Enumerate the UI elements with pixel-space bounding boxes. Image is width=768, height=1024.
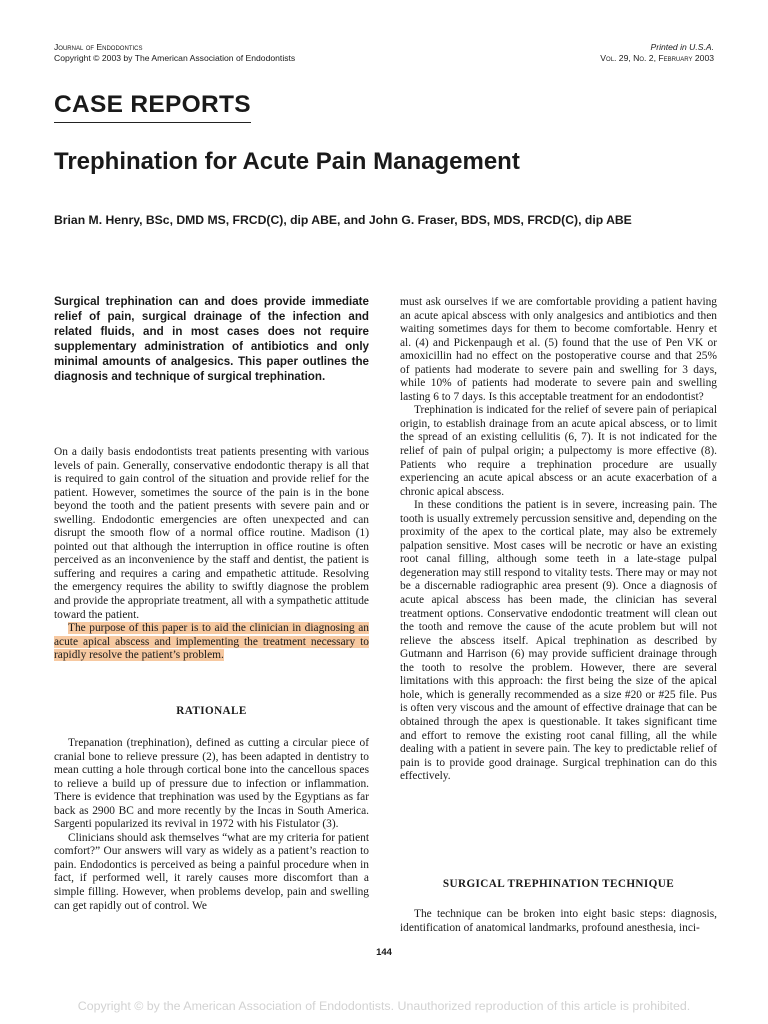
right-paragraph-3: In these conditions the patient is in severe, increasing pain. The tooth is usually extremely percussion sensitive and, depending on the proximity of the apex to the cortical plate, may also be extremely palpation sensitive. Most cases will be necrotic or have an existing root canal filling, although some teeth in a late-stage pulpal degeneration may still respond to vitality tests. There may or may not be a discernable radiographic area present (9). Once a diagnosis of acute apical abscess has been made, the clinician has several treatment options. Conservative endodontic treatment will clean out the tooth and remove the cause of the acute problem but will not relieve the abscess itself. Apical trephination as described by Gutmann and Harrison (6) may provide sufficient drainage through the tooth to resolve the problem. However, there are several limitations with this approach: the first being the size of the apical hole, which is generally recommended as a size #20 or #25 file. Pus is often very viscous and the amount of effective drainage that can be obtained through the apex is questionable. It takes significant time and effort to remove the existing root canal filling, all the while dealing with a patient in severe pain. The key to predictable relief of pain is to provide good drainage. Surgical trephination can do this effectively. xyxy=(400,499,717,783)
technique-heading: SURGICAL TREPHINATION TECHNIQUE xyxy=(442,878,675,890)
article-title: Trephination for Acute Pain Management xyxy=(54,148,520,175)
printed-in: Printed in U.S.A. xyxy=(650,42,714,52)
right-paragraph-2: Trephination is indicated for the relief of severe pain of periapical origin, to establish drainage from an acute apical abscess, or to limit the spread of an existing cellulitis (6, 7). It is not indicated for the relief of pain of pulpal origin; a pulpectomy is more effective (8). Patients who require a trephination procedure are usually experiencing an acute apical abscess or an acute exacerbation of a chronic apical abscess. xyxy=(400,404,717,498)
copyright-line: Copyright © 2003 by The American Association of Endodontists xyxy=(54,53,296,63)
page-number: 144 xyxy=(376,947,392,958)
running-header-left xyxy=(54,42,295,64)
highlighted-purpose-text: The purpose of this paper is to aid the clinician in diagnosing an acute apical abscess and implementing the treatment necessary to rapidly resolve the patient’s problem. xyxy=(54,622,369,662)
right-column xyxy=(400,296,717,784)
copyright-watermark: Copyright © by the American Association of Endodontists. Unauthorized reproduction of this article is prohibited. xyxy=(77,999,691,1013)
abstract: Surgical trephination can and does provide immediate relief of pain, surgical drainage of the infection and related fluids, and in most cases does not require supplementary administration of antibiotics and only minimal amounts of analgesics. This paper outlines the diagnosis and technique of surgical trephination. xyxy=(54,295,369,384)
technique-paragraph-1: The technique can be broken into eight basic steps: diagnosis, identification of anatomical landmarks, profound anesthesia, inci- xyxy=(400,908,717,934)
rationale-paragraph-2: Clinicians should ask themselves “what are my criteria for patient comfort?” Our answers will vary as widely as a patient’s reaction to pain. Endodontics is perceived as being a painful procedure when in fact, if performed well, it rarely causes more discomfort than a simple filling. However, when problems develop, pain and swelling can get rapidly out of control. We xyxy=(54,831,369,912)
technique-section xyxy=(400,908,717,935)
rationale-heading: RATIONALE xyxy=(176,705,247,717)
running-header-right xyxy=(600,42,714,64)
author-list: Brian M. Henry, BSc, DMD MS, FRCD(C), dip ABE, and John G. Fraser, BDS, MDS, FRCD(C), dip ABE xyxy=(54,213,632,227)
right-paragraph-1: must ask ourselves if we are comfortable providing a patient having an acute apical abscess with only analgesics and antibiotics and then waiting sometimes days for them to become comfortable. Henry et al. (4) and Pickenpaugh et al. (5) found that the use of Pen VK or amoxicillin had no effect on the postoperative course and that 25% of patients had moderate to severe pain and swelling for 3 days, while 10% of patients had moderate to severe pain and swelling lasting 6 to 7 days. Is this acceptable treatment for an endodontist? xyxy=(400,296,717,403)
rationale-paragraph-1: Trepanation (trephination), defined as cutting a circular piece of cranial bone to relieve pressure (2), has been adapted in dentistry to mean cutting a hole through cortical bone into the cancellous spaces to relieve a build up of pressure due to infection or inflammation. There is evidence that trephination was used by the Egyptians as far back as 2900 BC and more recently by the Incas in South America. Sargenti popularized its revival in 1972 with his Fistulator (3). xyxy=(54,737,369,831)
journal-name: Journal of Endodontics xyxy=(54,42,143,52)
volume-issue: Vol. 29, No. 2, February 2003 xyxy=(600,53,714,63)
rationale-section xyxy=(54,737,369,913)
intro-section xyxy=(54,446,369,663)
section-heading: CASE REPORTS xyxy=(54,91,251,123)
intro-paragraph: On a daily basis endodontists treat patients presenting with various levels of pain. Generally, conservative endodontic therapy is all that is required to gain control of the situation and provide relief for the patient. However, sometimes the source of the pain is in the bone beyond the tooth and the patient presents with severe pain and or swelling. Endodontic emergencies are often unexpected and can disrupt the smooth flow of a normal office routine. Madison (1) pointed out that although the interruption in office routine is often perceived as an inconvenience by the staff and dentist, the patient is suffering and requires a caring and empathetic attitude. Resolving the emergency requires the ability to swiftly diagnose the problem and provide the appropriate treatment, all with a sympathetic attitude toward the patient. xyxy=(54,446,369,621)
